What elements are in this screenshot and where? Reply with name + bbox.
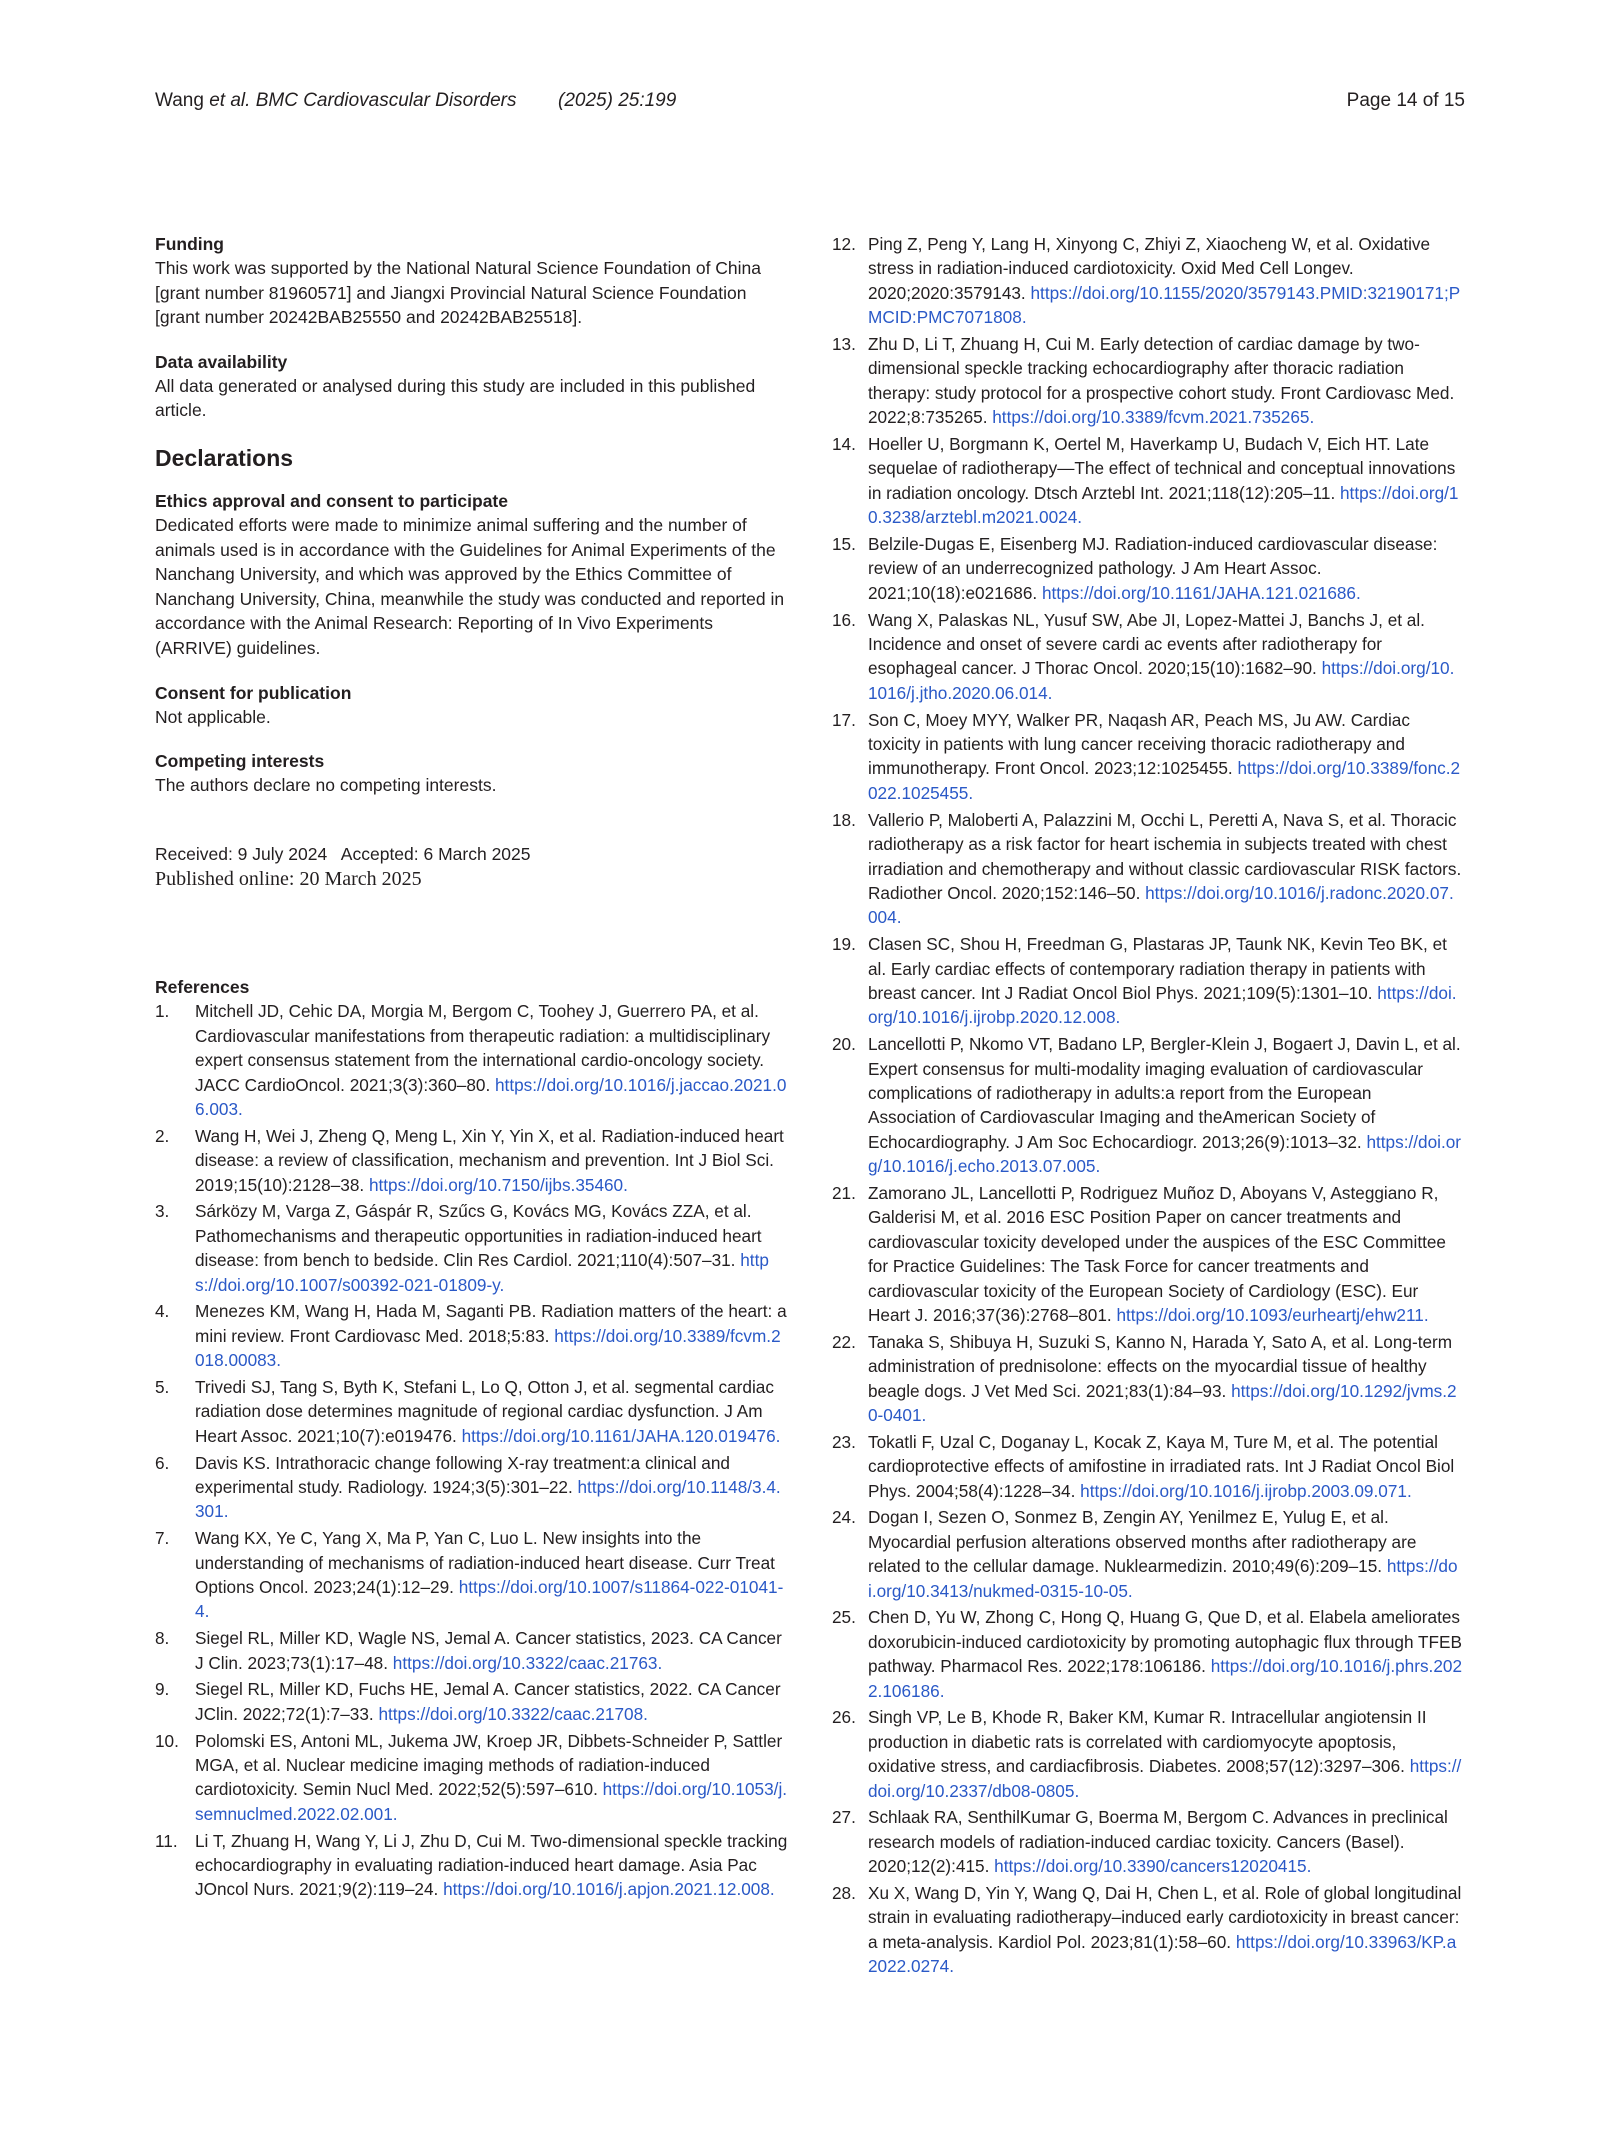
reference-doi-link[interactable]: https://doi.org/10.2337/db08-0805 bbox=[868, 1756, 1462, 1801]
reference-doi-link-period: . bbox=[1356, 582, 1361, 603]
reference-doi-link-period: . bbox=[1047, 682, 1053, 703]
reference-text: Polomski ES, Antoni ML, Jukema JW, Kroep JR, Dibbets-Schneider P, Sattler MGA, et al. Nuclear medicine imaging methods of radiation-induced cardiotoxicity. Semin Nucl Med. 2022;52(5):597–610. bbox=[195, 1730, 783, 1800]
reference-doi-link-period: . bbox=[1095, 1156, 1101, 1177]
reference-text: Davis KS. Intrathoracic change following X-ray treatment:a clinical and experimental study. Radiology. 1924;3(5):301–22. bbox=[195, 1452, 730, 1497]
reference-number: 27. bbox=[832, 1807, 856, 1828]
reference-doi-link-period: . bbox=[775, 1425, 781, 1446]
reference-item bbox=[832, 1032, 1462, 1178]
reference-doi-link[interactable]: https://doi.org/10.33963/KP.a2022.0274 bbox=[868, 1931, 1457, 1977]
reference-number: 21. bbox=[832, 1182, 856, 1203]
reference-doi-link[interactable]: https://doi.org/10.1093/eurheartj/ehw211 bbox=[1116, 1304, 1424, 1325]
reference-item bbox=[832, 932, 1462, 1030]
reference-doi-link[interactable]: https://doi.org/10.1016/j.jaccao.2021.06.003 bbox=[195, 1074, 787, 1119]
reference-doi-link[interactable]: https://doi.org/10.3322/caac.21708 bbox=[378, 1703, 644, 1724]
reference-item bbox=[832, 1881, 1462, 1979]
reference-number: 10. bbox=[155, 1730, 179, 1751]
reference-text: Wang H, Wei J, Zheng Q, Meng L, Xin Y, Yin X, et al. Radiation-induced heart disease: a review of classification, mechanism and prevention. Int J Biol Sci. 2019;15(10):2128–38. bbox=[195, 1125, 784, 1195]
reference-doi-link-period: . bbox=[949, 1956, 955, 1977]
reference-doi-link-period: . bbox=[1021, 307, 1027, 328]
declarations-title: Declarations bbox=[155, 444, 294, 471]
reference-text: Vallerio P, Maloberti A, Palazzini M, Occhi L, Peretti A, Nava S, et al. Thoracic radiotherapy as a risk factor for heart ischemia in subjects treated with chest irradiation and chemotherapy and without classic cardiovascular RISK factors. Radiother Oncol. 2020;152:146–50. bbox=[868, 809, 1462, 903]
reference-number: 6. bbox=[155, 1452, 170, 1473]
reference-text: Schlaak RA, SenthilKumar G, Boerma M, Bergom C. Advances in preclinical research models of radiation-induced cardiac toxicity. Cancers (Basel). 2020;12(2):415. bbox=[868, 1807, 1448, 1877]
reference-text: Wang KX, Ye C, Yang X, Ma P, Yan C, Luo L. New insights into the understanding of mechanisms of radiation-induced heart disease. Curr Treat Options Oncol. 2023;24(1):12–29. bbox=[195, 1528, 775, 1597]
reference-doi-link-period: . bbox=[204, 1601, 210, 1622]
reference-doi-link-period: . bbox=[1306, 1856, 1312, 1877]
published-online: Published online: 20 March 2025 bbox=[155, 868, 422, 891]
reference-doi-link-period: . bbox=[1423, 1304, 1429, 1325]
reference-number: 15. bbox=[832, 534, 856, 555]
reference-doi-link[interactable]: https://doi.org/10.1161/JAHA.120.019476 bbox=[461, 1425, 776, 1446]
reference-number: 1. bbox=[155, 1001, 170, 1022]
funding-text: This work was supported by the National Natural Science Foundation of China [grant number 81960571] and Jiangxi Provincial Natural Science Foundation [grant number 20242BAB25550 and 20242BAB25518]. bbox=[155, 258, 762, 328]
reference-text: Siegel RL, Miller KD, Fuchs HE, Jemal A. Cancer statistics, 2022. CA Cancer JClin. 2022;72(1):7–33. bbox=[195, 1679, 781, 1724]
left-column bbox=[155, 232, 790, 1904]
reference-item bbox=[832, 432, 1462, 530]
reference-text: Chen D, Yu W, Zhong C, Hong Q, Huang G, Que D, et al. Elabela ameliorates doxorubicin-induced cardiotoxicity by promoting autophagic flux through TFEB pathway. Pharmacol Res. 2022;178:106186. bbox=[868, 1607, 1462, 1677]
reference-doi-link-period: . bbox=[939, 1680, 945, 1701]
reference-item bbox=[155, 1829, 790, 1902]
reference-text: Lancellotti P, Nkomo VT, Badano LP, Bergler-Klein J, Bogaert J, Davin L, et al. Expert consensus for multi-modality imaging evaluation of cardiovascular complications of radiotherapy in adults:a report from the European Association of Cardiovascular Imaging and theAmerican Society of Echocardiography. J Am Soc Echocardiogr. 2013;26(9):1013–32. bbox=[868, 1034, 1461, 1152]
reference-number: 18. bbox=[832, 809, 856, 830]
reference-doi-link-period: . bbox=[1115, 1007, 1121, 1028]
reference-doi-link[interactable]: https://doi.org/10.1148/3.4.301 bbox=[195, 1476, 781, 1522]
reference-text: Zamorano JL, Lancellotti P, Rodriguez Muñoz D, Aboyans V, Asteggiano R, Galderisi M, et al. 2016 ESC Position Paper on cancer treatments and cardiovascular toxicity developed under the auspices of the ESC Committee for Practice Guidelines: The Task Force for cancer treatments and cardiovascular toxicity of the European Society of Cardiology (ESC). Eur Heart J. 2016;37(36):2768–801. bbox=[868, 1182, 1446, 1325]
reference-doi-link[interactable]: https://doi.org/10.3390/cancers12020415 bbox=[994, 1856, 1307, 1877]
reference-doi-link[interactable]: https://doi.org/10.3238/arztebl.m2021.0024 bbox=[868, 482, 1459, 528]
reference-number: 25. bbox=[832, 1607, 856, 1628]
reference-text: Hoeller U, Borgmann K, Oertel M, Haverkamp U, Budach V, Eich HT. Late sequelae of radiotherapy—The effect of technical and conceptual innovations in radiation oncology. Dtsch Arztebl Int. 2021;118(12):205–11. bbox=[868, 434, 1456, 503]
publication-dates bbox=[155, 842, 790, 893]
reference-item bbox=[832, 808, 1462, 930]
reference-doi-link-period: . bbox=[921, 1405, 927, 1425]
reference-item bbox=[832, 708, 1462, 806]
reference-item bbox=[155, 1526, 790, 1624]
reference-doi-link[interactable]: https://doi.org/10.1016/j.radonc.2020.07.004 bbox=[868, 882, 1454, 928]
reference-doi-link[interactable]: https://doi.org/10.1016/j.jtho.2020.06.014 bbox=[868, 658, 1455, 703]
reference-number: 26. bbox=[832, 1707, 856, 1728]
reference-doi-link[interactable]: https://doi.org/10.3322/caac.21763 bbox=[392, 1652, 658, 1673]
ethics-section bbox=[155, 489, 790, 661]
page-number: Page 14 of 15 bbox=[1346, 90, 1465, 111]
reference-doi-link-period: . bbox=[499, 1274, 505, 1295]
reference-doi-link[interactable]: https://doi.org/10.7150/ijbs.35460 bbox=[368, 1174, 624, 1195]
reference-text: Zhu D, Li T, Zhuang H, Cui M. Early detection of cardiac damage by two-dimensional speckle tracking echocardiography after thoracic radiation therapy: study protocol for a prospective cohort study. Front Cardiovasc Med. 2022;8:735265. bbox=[868, 334, 1455, 428]
reference-number: 22. bbox=[832, 1331, 856, 1352]
reference-number: 2. bbox=[155, 1125, 170, 1146]
reference-number: 12. bbox=[832, 234, 856, 254]
reference-number: 5. bbox=[155, 1376, 170, 1397]
data-availability-text: All data generated or analysed during this study are included in this published article. bbox=[155, 375, 756, 421]
header-year-volume: (2025) 25:199 bbox=[558, 90, 677, 111]
reference-number: 3. bbox=[155, 1201, 170, 1222]
references-heading: References bbox=[155, 977, 250, 998]
reference-doi-link[interactable]: https://doi.org/10.1016/j.ijrobp.2020.12.008 bbox=[868, 982, 1457, 1028]
funding-section bbox=[155, 232, 790, 330]
competing-interests-heading: Competing interests bbox=[155, 751, 325, 772]
data-availability-heading: Data availability bbox=[155, 351, 288, 372]
reference-number: 11. bbox=[155, 1830, 178, 1851]
reference-number: 16. bbox=[832, 609, 856, 630]
reference-text: Trivedi SJ, Tang S, Byth K, Stefani L, Lo Q, Otton J, et al. segmental cardiac radiation dose determines magnitude of regional cardiac dysfunction. J Am Heart Assoc. 2021;10(7):e019476. bbox=[195, 1376, 774, 1446]
reference-doi-link-period: . bbox=[223, 1501, 229, 1522]
reference-doi-link-period: . bbox=[1074, 1780, 1080, 1801]
reference-number: 17. bbox=[832, 709, 856, 730]
reference-item bbox=[832, 1805, 1462, 1878]
competing-interests-text: The authors declare no competing interests. bbox=[155, 775, 497, 796]
reference-doi-link-period: . bbox=[1127, 1580, 1133, 1601]
reference-item bbox=[155, 1677, 790, 1726]
reference-text: Tokatli F, Uzal C, Doganay L, Kocak Z, Kaya M, Ture M, et al. The potential cardioprotective effects of amifostine in irradiated rats. Int J Radiat Oncol Biol Phys. 2004;58(4):1228–34. bbox=[868, 1431, 1455, 1501]
reference-number: 14. bbox=[832, 434, 856, 455]
reference-doi-link-period: . bbox=[769, 1879, 775, 1900]
reference-text: Mitchell JD, Cehic DA, Morgia M, Bergom C, Toohey J, Guerrero PA, et al. Cardiovascular manifestations from therapeutic radiation: a multidisciplinary expert consensus statement from the international cardio-oncology society. JACC CardioOncol. 2021;3(3):360–80. bbox=[195, 1001, 771, 1095]
reference-doi-link-period: . bbox=[896, 907, 902, 928]
reference-doi-link[interactable]: https://doi.org/10.1016/j.phrs.2022.106186 bbox=[868, 1656, 1463, 1701]
reference-text: Siegel RL, Miller KD, Wagle NS, Jemal A. Cancer statistics, 2023. CA Cancer J Clin. 2023;73(1):17–48. bbox=[195, 1628, 782, 1673]
reference-doi-link-period: . bbox=[1406, 1480, 1412, 1501]
reference-text: Li T, Zhuang H, Wang Y, Li J, Zhu D, Cui M. Two-dimensional speckle tracking echocardiography in evaluating radiation-induced heart damage. Asia Pac JOncol Nurs. 2021;9(2):119–24. bbox=[195, 1830, 788, 1900]
reference-text: Singh VP, Le B, Khode R, Baker KM, Kumar R. Intracellular angiotensin II production in diabetic rats is correlated with cardiomyocyte apoptosis, oxidative stress, and cardiacfibrosis. Diabetes. 2008;57(12):3297–306. bbox=[868, 1707, 1427, 1777]
received-accepted: Received: 9 July 2024 Accepted: 6 March 2025 bbox=[155, 843, 531, 864]
reference-item bbox=[832, 332, 1462, 430]
reference-doi-link-period: . bbox=[238, 1098, 243, 1119]
references-list-left bbox=[155, 999, 790, 1902]
reference-text: Sárközy M, Varga Z, Gáspár R, Szűcs G, Kovács MG, Kovács ZZA, et al. Pathomechanisms and therapeutic opportunities in radiation-induced heart disease: from bench to bedside. Clin Res Cardiol. 2021;110(4):507–31. bbox=[195, 1201, 762, 1271]
reference-text: Clasen SC, Shou H, Freedman G, Plastaras JP, Taunk NK, Kevin Teo BK, et al. Early cardiac effects of contemporary radiation therapy in patients with breast cancer. Int J Radiat Oncol Biol Phys. 2021;109(5):1301–10. bbox=[868, 934, 1447, 1003]
reference-text: Dogan I, Sezen O, Sonmez B, Zengin AY, Yenilmez E, Yulug E, et al. Myocardial perfusion alterations observed months after radiotherapy are related to the cellular damage. Nuklearmedizin. 2010;49(6):209–15. bbox=[868, 1507, 1417, 1577]
funding-heading: Funding bbox=[155, 234, 225, 254]
reference-doi-link[interactable]: https://doi.org/10.1161/JAHA.121.021686 bbox=[1041, 582, 1356, 603]
reference-doi-link-period: . bbox=[1309, 407, 1315, 428]
reference-item bbox=[832, 232, 1462, 330]
reference-doi-link[interactable]: https://doi.org/10.3413/nukmed-0315-10-05 bbox=[868, 1556, 1458, 1601]
reference-doi-link[interactable]: https://doi.org/10.3389/fcvm.2021.735265 bbox=[992, 407, 1310, 428]
reference-number: 7. bbox=[155, 1528, 170, 1549]
references-list-right bbox=[832, 232, 1462, 1979]
right-column bbox=[832, 232, 1462, 1981]
reference-doi-link[interactable]: https://doi.org/10.1155/2020/3579143.PMID:32190171;PMCID:PMC7071808 bbox=[868, 282, 1461, 328]
reference-item bbox=[155, 1199, 790, 1297]
reference-doi-link-period: . bbox=[1077, 507, 1083, 528]
reference-item bbox=[832, 1505, 1462, 1603]
reference-doi-link[interactable]: https://doi.org/10.3389/fonc.2022.1025455 bbox=[868, 758, 1461, 803]
reference-doi-link-period: . bbox=[276, 1350, 282, 1371]
reference-item bbox=[155, 1375, 790, 1448]
reference-doi-link-period: . bbox=[623, 1174, 628, 1195]
reference-doi-link[interactable]: https://doi.org/10.1007/s00392-021-01809-y bbox=[195, 1250, 769, 1295]
reference-doi-link[interactable]: https://doi.org/10.1016/j.ijrobp.2003.09.071 bbox=[1080, 1480, 1407, 1501]
reference-number: 9. bbox=[155, 1679, 170, 1700]
reference-doi-link-period: . bbox=[643, 1703, 648, 1724]
reference-item bbox=[832, 1330, 1462, 1428]
reference-text: Tanaka S, Shibuya H, Suzuki S, Kanno N, Harada Y, Sato A, et al. Long-term administration of prednisolone: effects on the myocardial tissue of healthy beagle dogs. J Vet Med Sci. 2021;83(1):84–93. bbox=[868, 1331, 1453, 1401]
reference-doi-link[interactable]: https://doi.org/10.1053/j.semnuclmed.2022.02.001 bbox=[195, 1779, 788, 1824]
reference-item bbox=[832, 608, 1462, 706]
consent-section bbox=[155, 681, 790, 730]
running-head bbox=[155, 86, 516, 116]
header-author: Wang bbox=[155, 90, 204, 111]
reference-text: Wang X, Palaskas NL, Yusuf SW, Abe JI, Lopez-Mattei J, Banchs J, et al. Incidence and onset of severe cardi ac events after radiotherapy for esophageal cancer. J Thorac Oncol. 2020;15(10):1682–90. bbox=[868, 609, 1425, 679]
reference-number: 24. bbox=[832, 1507, 856, 1528]
ethics-heading: Ethics approval and consent to participate bbox=[155, 490, 508, 511]
reference-doi-link[interactable]: https://doi.org/10.1016/j.echo.2013.07.005 bbox=[868, 1131, 1462, 1177]
reference-item bbox=[155, 999, 790, 1121]
ethics-text: Dedicated efforts were made to minimize animal suffering and the number of animals used is in accordance with the Guidelines for Animal Experiments of the Nanchang University, and which was approved by the Ethics Committee of Nanchang University, China, meanwhile the study was conducted and reported in accordance with the Animal Research: Reporting of In Vivo Experiments (ARRIVE) guidelines. bbox=[155, 514, 785, 658]
reference-number: 28. bbox=[832, 1883, 856, 1904]
reference-number: 4. bbox=[155, 1301, 170, 1322]
reference-item bbox=[832, 1430, 1462, 1503]
reference-doi-link[interactable]: https://doi.org/10.1016/j.apjon.2021.12.008 bbox=[443, 1879, 770, 1900]
reference-doi-link-period: . bbox=[968, 782, 974, 803]
reference-text: Son C, Moey MYY, Walker PR, Naqash AR, Peach MS, Ju AW. Cardiac toxicity in patients with lung cancer receiving thoracic radiotherapy and immunotherapy. Front Oncol. 2023;12:1025455. bbox=[868, 709, 1410, 779]
page-header bbox=[155, 86, 1465, 116]
reference-text: Menezes KM, Wang H, Hada M, Saganti PB. Radiation matters of the heart: a mini review. Front Cardiovasc Med. 2018;5:83. bbox=[195, 1301, 787, 1346]
reference-item bbox=[155, 1729, 790, 1827]
consent-text: Not applicable. bbox=[155, 706, 271, 727]
reference-number: 13. bbox=[832, 334, 856, 355]
reference-item bbox=[155, 1124, 790, 1197]
reference-doi-link[interactable]: https://doi.org/10.1292/jvms.20-0401 bbox=[868, 1380, 1457, 1425]
reference-item bbox=[155, 1299, 790, 1372]
reference-item bbox=[155, 1626, 790, 1675]
reference-doi-link[interactable]: https://doi.org/10.3389/fcvm.2018.00083 bbox=[195, 1325, 781, 1371]
reference-item bbox=[832, 1605, 1462, 1703]
header-journal: et al. BMC Cardiovascular Disorders bbox=[209, 90, 517, 111]
reference-text: Ping Z, Peng Y, Lang H, Xinyong C, Zhiyi Z, Xiaocheng W, et al. Oxidative stress in radiation-induced cardiotoxicity. Oxid Med Cell Longev. 2020;2020:3579143. bbox=[868, 234, 1431, 303]
reference-item bbox=[155, 1451, 790, 1524]
reference-number: 23. bbox=[832, 1431, 856, 1452]
reference-item bbox=[832, 532, 1462, 605]
reference-doi-link-period: . bbox=[657, 1652, 663, 1673]
reference-doi-link[interactable]: https://doi.org/10.1007/s11864-022-01041-4 bbox=[195, 1577, 784, 1622]
consent-heading: Consent for publication bbox=[155, 682, 352, 703]
reference-number: 8. bbox=[155, 1628, 170, 1649]
reference-number: 20. bbox=[832, 1034, 856, 1055]
reference-item bbox=[832, 1181, 1462, 1327]
data-availability-section bbox=[155, 350, 790, 423]
reference-number: 19. bbox=[832, 934, 856, 955]
reference-doi-link-period: . bbox=[392, 1803, 398, 1824]
competing-interests-section bbox=[155, 749, 790, 798]
reference-text: Belzile-Dugas E, Eisenberg MJ. Radiation-induced cardiovascular disease: review of an underrecognized pathology. J Am Heart Assoc. 2021;10(18):e021686. bbox=[868, 534, 1438, 603]
reference-item bbox=[832, 1705, 1462, 1803]
reference-text: Xu X, Wang D, Yin Y, Wang Q, Dai H, Chen L, et al. Role of global longitudinal strain in evaluating radiotherapy–induced early cardiotoxicity in breast cancer: a meta-analysis. Kardiol Pol. 2023;81(1):58–60. bbox=[868, 1883, 1462, 1952]
